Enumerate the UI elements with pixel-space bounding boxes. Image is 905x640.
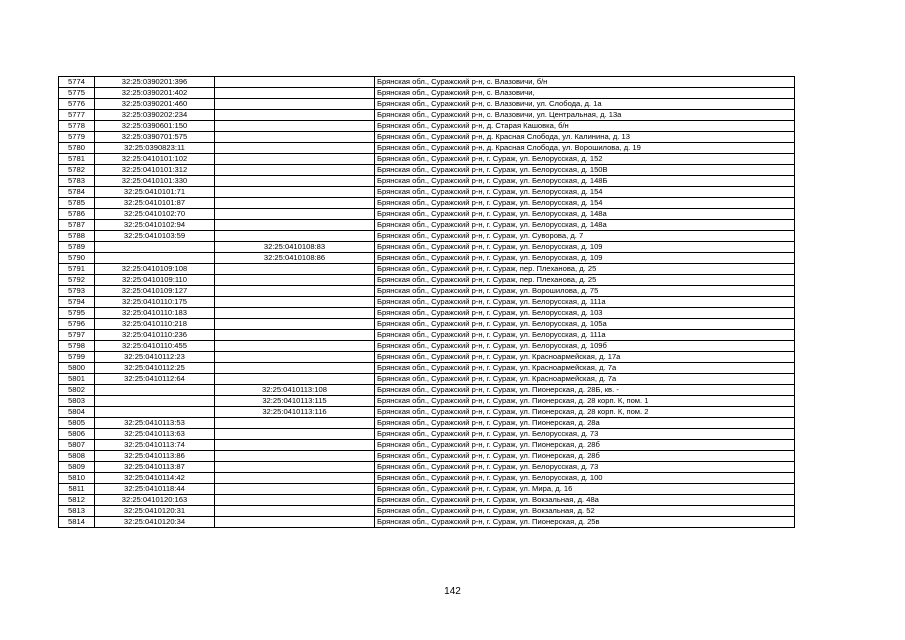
cadastral-number-cell: 32:25:0410101:71 <box>95 187 215 198</box>
address-cell: Брянская обл., Суражский р-н, г. Сураж, ул. Белорусская, д. 73 <box>375 462 795 473</box>
secondary-cadastral-number-cell <box>215 99 375 110</box>
row-number-cell: 5814 <box>59 517 95 528</box>
cadastral-number-cell: 32:25:0410114:42 <box>95 473 215 484</box>
table-row <box>59 132 795 143</box>
cadastral-number-cell <box>95 407 215 418</box>
table-row <box>59 462 795 473</box>
secondary-cadastral-number-cell <box>215 462 375 473</box>
table-row <box>59 451 795 462</box>
cadastral-number-cell: 32:25:0410109:110 <box>95 275 215 286</box>
secondary-cadastral-number-cell <box>215 495 375 506</box>
address-cell: Брянская обл., Суражский р-н, с. Влазовичи, б/н <box>375 77 795 88</box>
address-cell: Брянская обл., Суражский р-н, г. Сураж, ул. Белорусская, д. 111а <box>375 297 795 308</box>
secondary-cadastral-number-cell <box>215 297 375 308</box>
row-number-cell: 5807 <box>59 440 95 451</box>
secondary-cadastral-number-cell <box>215 88 375 99</box>
row-number-cell: 5802 <box>59 385 95 396</box>
secondary-cadastral-number-cell <box>215 352 375 363</box>
row-number-cell: 5790 <box>59 253 95 264</box>
secondary-cadastral-number-cell <box>215 330 375 341</box>
row-number-cell: 5794 <box>59 297 95 308</box>
address-cell: Брянская обл., Суражский р-н, г. Сураж, ул. Белорусская, д. 154 <box>375 187 795 198</box>
table-row <box>59 176 795 187</box>
table-row <box>59 506 795 517</box>
cadastral-number-cell: 32:25:0410112:64 <box>95 374 215 385</box>
address-cell: Брянская обл., Суражский р-н, г. Сураж, ул. Красноармейская, д. 17а <box>375 352 795 363</box>
address-cell: Брянская обл., Суражский р-н, г. Сураж, ул. Пионерская, д. 28 корп. К, пом. 2 <box>375 407 795 418</box>
row-number-cell: 5789 <box>59 242 95 253</box>
row-number-cell: 5812 <box>59 495 95 506</box>
cadastral-number-cell: 32:25:0390201:396 <box>95 77 215 88</box>
table-row <box>59 495 795 506</box>
table-row <box>59 242 795 253</box>
table-row <box>59 418 795 429</box>
cadastral-number-cell: 32:25:0410120:34 <box>95 517 215 528</box>
cadastral-number-cell: 32:25:0390701:575 <box>95 132 215 143</box>
table-row <box>59 88 795 99</box>
row-number-cell: 5804 <box>59 407 95 418</box>
table-row <box>59 341 795 352</box>
address-cell: Брянская обл., Суражский р-н, г. Сураж, пер. Плеханова, д. 25 <box>375 275 795 286</box>
cadastral-number-cell <box>95 242 215 253</box>
row-number-cell: 5811 <box>59 484 95 495</box>
secondary-cadastral-number-cell <box>215 198 375 209</box>
table-row <box>59 517 795 528</box>
address-cell: Брянская обл., Суражский р-н, г. Сураж, ул. Пионерская, д. 25в <box>375 517 795 528</box>
address-cell: Брянская обл., Суражский р-н, с. Влазовичи, <box>375 88 795 99</box>
address-cell: Брянская обл., Суражский р-н, д. Красная Слобода, ул. Ворошилова, д. 19 <box>375 143 795 154</box>
table-row <box>59 220 795 231</box>
address-cell: Брянская обл., Суражский р-н, д. Старая Кашовка, б/н <box>375 121 795 132</box>
row-number-cell: 5791 <box>59 264 95 275</box>
table-row <box>59 484 795 495</box>
secondary-cadastral-number-cell <box>215 374 375 385</box>
secondary-cadastral-number-cell <box>215 506 375 517</box>
cadastral-number-cell: 32:25:0390201:402 <box>95 88 215 99</box>
address-cell: Брянская обл., Суражский р-н, г. Сураж, ул. Красноармейская, д. 7а <box>375 363 795 374</box>
secondary-cadastral-number-cell: 32:25:0410113:108 <box>215 385 375 396</box>
cadastral-number-cell: 32:25:0390202:234 <box>95 110 215 121</box>
cadastral-number-cell: 32:25:0410101:102 <box>95 154 215 165</box>
row-number-cell: 5801 <box>59 374 95 385</box>
row-number-cell: 5781 <box>59 154 95 165</box>
secondary-cadastral-number-cell <box>215 451 375 462</box>
secondary-cadastral-number-cell <box>215 440 375 451</box>
secondary-cadastral-number-cell <box>215 121 375 132</box>
table-row <box>59 396 795 407</box>
cadastral-number-cell: 32:25:0410110:455 <box>95 341 215 352</box>
cadastral-number-cell <box>95 396 215 407</box>
table-row <box>59 330 795 341</box>
secondary-cadastral-number-cell <box>215 165 375 176</box>
secondary-cadastral-number-cell: 32:25:0410113:116 <box>215 407 375 418</box>
secondary-cadastral-number-cell <box>215 418 375 429</box>
row-number-cell: 5808 <box>59 451 95 462</box>
table-row <box>59 99 795 110</box>
table-row <box>59 297 795 308</box>
cadastral-number-cell: 32:25:0410113:53 <box>95 418 215 429</box>
secondary-cadastral-number-cell: 32:25:0410108:86 <box>215 253 375 264</box>
cadastral-number-cell: 32:25:0410102:94 <box>95 220 215 231</box>
table-row <box>59 319 795 330</box>
secondary-cadastral-number-cell <box>215 132 375 143</box>
address-cell: Брянская обл., Суражский р-н, г. Сураж, ул. Белорусская, д. 103 <box>375 308 795 319</box>
cadastral-number-cell <box>95 385 215 396</box>
table-row <box>59 121 795 132</box>
page-number: 142 <box>444 586 461 597</box>
address-cell: Брянская обл., Суражский р-н, г. Сураж, ул. Красноармейская, д. 7а <box>375 374 795 385</box>
row-number-cell: 5795 <box>59 308 95 319</box>
address-cell: Брянская обл., Суражский р-н, г. Сураж, ул. Белорусская, д. 148а <box>375 220 795 231</box>
secondary-cadastral-number-cell <box>215 308 375 319</box>
address-cell: Брянская обл., Суражский р-н, г. Сураж, ул. Пионерская, д. 28б <box>375 440 795 451</box>
secondary-cadastral-number-cell: 32:25:0410108:83 <box>215 242 375 253</box>
table-row <box>59 275 795 286</box>
table-row <box>59 143 795 154</box>
address-cell: Брянская обл., Суражский р-н, г. Сураж, ул. Суворова, д. 7 <box>375 231 795 242</box>
table-row <box>59 352 795 363</box>
row-number-cell: 5798 <box>59 341 95 352</box>
table-row <box>59 374 795 385</box>
secondary-cadastral-number-cell <box>215 363 375 374</box>
row-number-cell: 5783 <box>59 176 95 187</box>
address-cell: Брянская обл., Суражский р-н, г. Сураж, ул. Белорусская, д. 100 <box>375 473 795 484</box>
address-cell: Брянская обл., Суражский р-н, г. Сураж, ул. Пионерская, д. 28 корп. К, пом. 1 <box>375 396 795 407</box>
row-number-cell: 5775 <box>59 88 95 99</box>
row-number-cell: 5786 <box>59 209 95 220</box>
address-cell: Брянская обл., Суражский р-н, г. Сураж, ул. Белорусская, д. 148а <box>375 209 795 220</box>
address-cell: Брянская обл., Суражский р-н, г. Сураж, ул. Белорусская, д. 105а <box>375 319 795 330</box>
row-number-cell: 5797 <box>59 330 95 341</box>
table-row <box>59 165 795 176</box>
secondary-cadastral-number-cell <box>215 209 375 220</box>
secondary-cadastral-number-cell <box>215 319 375 330</box>
secondary-cadastral-number-cell <box>215 517 375 528</box>
table-row <box>59 385 795 396</box>
row-number-cell: 5784 <box>59 187 95 198</box>
secondary-cadastral-number-cell <box>215 341 375 352</box>
cadastral-number-cell: 32:25:0410109:108 <box>95 264 215 275</box>
secondary-cadastral-number-cell <box>215 220 375 231</box>
address-cell: Брянская обл., Суражский р-н, д. Красная Слобода, ул. Калинина, д. 13 <box>375 132 795 143</box>
table-row <box>59 308 795 319</box>
cadastral-number-cell: 32:25:0410101:87 <box>95 198 215 209</box>
cadastral-number-cell: 32:25:0410110:175 <box>95 297 215 308</box>
address-cell: Брянская обл., Суражский р-н, г. Сураж, ул. Белорусская, д. 109 <box>375 242 795 253</box>
address-cell: Брянская обл., Суражский р-н, г. Сураж, ул. Белорусская, д. 109 <box>375 253 795 264</box>
cadastral-number-cell: 32:25:0390201:460 <box>95 99 215 110</box>
address-cell: Брянская обл., Суражский р-н, г. Сураж, ул. Белорусская, д. 154 <box>375 198 795 209</box>
secondary-cadastral-number-cell: 32:25:0410113:115 <box>215 396 375 407</box>
secondary-cadastral-number-cell <box>215 110 375 121</box>
row-number-cell: 5788 <box>59 231 95 242</box>
secondary-cadastral-number-cell <box>215 77 375 88</box>
table-row <box>59 286 795 297</box>
row-number-cell: 5799 <box>59 352 95 363</box>
row-number-cell: 5774 <box>59 77 95 88</box>
address-cell: Брянская обл., Суражский р-н, г. Сураж, ул. Белорусская, д. 150В <box>375 165 795 176</box>
address-cell: Брянская обл., Суражский р-н, г. Сураж, ул. Белорусская, д. 152 <box>375 154 795 165</box>
row-number-cell: 5805 <box>59 418 95 429</box>
table-row <box>59 154 795 165</box>
table-row <box>59 187 795 198</box>
row-number-cell: 5806 <box>59 429 95 440</box>
table-row <box>59 407 795 418</box>
secondary-cadastral-number-cell <box>215 275 375 286</box>
cadastral-number-cell: 32:25:0410113:87 <box>95 462 215 473</box>
cadastral-number-cell: 32:25:0410118:44 <box>95 484 215 495</box>
row-number-cell: 5778 <box>59 121 95 132</box>
cadastral-number-cell: 32:25:0410120:163 <box>95 495 215 506</box>
row-number-cell: 5776 <box>59 99 95 110</box>
table-row <box>59 198 795 209</box>
secondary-cadastral-number-cell <box>215 176 375 187</box>
secondary-cadastral-number-cell <box>215 286 375 297</box>
registry-table-body <box>59 77 795 528</box>
table-row <box>59 440 795 451</box>
table-row <box>59 253 795 264</box>
row-number-cell: 5803 <box>59 396 95 407</box>
row-number-cell: 5800 <box>59 363 95 374</box>
cadastral-number-cell: 32:25:0390823:11 <box>95 143 215 154</box>
row-number-cell: 5813 <box>59 506 95 517</box>
cadastral-number-cell: 32:25:0410102:70 <box>95 209 215 220</box>
cadastral-number-cell: 32:25:0410101:330 <box>95 176 215 187</box>
row-number-cell: 5782 <box>59 165 95 176</box>
cadastral-number-cell: 32:25:0410112:25 <box>95 363 215 374</box>
address-cell: Брянская обл., Суражский р-н, с. Влазовичи, ул. Центральная, д. 13а <box>375 110 795 121</box>
secondary-cadastral-number-cell <box>215 187 375 198</box>
address-cell: Брянская обл., Суражский р-н, г. Сураж, пер. Плеханова, д. 25 <box>375 264 795 275</box>
address-cell: Брянская обл., Суражский р-н, г. Сураж, ул. Пионерская, д. 28Б, кв. - <box>375 385 795 396</box>
address-cell: Брянская обл., Суражский р-н, г. Сураж, ул. Ворошилова, д. 75 <box>375 286 795 297</box>
row-number-cell: 5810 <box>59 473 95 484</box>
row-number-cell: 5777 <box>59 110 95 121</box>
table-row <box>59 473 795 484</box>
cadastral-number-cell <box>95 253 215 264</box>
cadastral-number-cell: 32:25:0410113:86 <box>95 451 215 462</box>
secondary-cadastral-number-cell <box>215 154 375 165</box>
secondary-cadastral-number-cell <box>215 473 375 484</box>
address-cell: Брянская обл., Суражский р-н, г. Сураж, ул. Белорусская, д. 148Б <box>375 176 795 187</box>
cadastral-number-cell: 32:25:0410103:59 <box>95 231 215 242</box>
secondary-cadastral-number-cell <box>215 429 375 440</box>
table-row <box>59 429 795 440</box>
address-cell: Брянская обл., Суражский р-н, г. Сураж, ул. Белорусская, д. 73 <box>375 429 795 440</box>
cadastral-number-cell: 32:25:0390601:150 <box>95 121 215 132</box>
table-row <box>59 110 795 121</box>
row-number-cell: 5785 <box>59 198 95 209</box>
row-number-cell: 5780 <box>59 143 95 154</box>
secondary-cadastral-number-cell <box>215 484 375 495</box>
row-number-cell: 5793 <box>59 286 95 297</box>
address-cell: Брянская обл., Суражский р-н, г. Сураж, ул. Белорусская, д. 111а <box>375 330 795 341</box>
table-row <box>59 77 795 88</box>
row-number-cell: 5779 <box>59 132 95 143</box>
row-number-cell: 5787 <box>59 220 95 231</box>
cadastral-number-cell: 32:25:0410113:74 <box>95 440 215 451</box>
table-row <box>59 209 795 220</box>
address-cell: Брянская обл., Суражский р-н, г. Сураж, ул. Пионерская, д. 28а <box>375 418 795 429</box>
secondary-cadastral-number-cell <box>215 264 375 275</box>
cadastral-number-cell: 32:25:0410101:312 <box>95 165 215 176</box>
cadastral-number-cell: 32:25:0410110:183 <box>95 308 215 319</box>
cadastral-number-cell: 32:25:0410113:63 <box>95 429 215 440</box>
cadastral-number-cell: 32:25:0410120:31 <box>95 506 215 517</box>
secondary-cadastral-number-cell <box>215 231 375 242</box>
secondary-cadastral-number-cell <box>215 143 375 154</box>
row-number-cell: 5809 <box>59 462 95 473</box>
table-row <box>59 363 795 374</box>
cadastral-number-cell: 32:25:0410109:127 <box>95 286 215 297</box>
cadastral-number-cell: 32:25:0410112:23 <box>95 352 215 363</box>
cadastral-number-cell: 32:25:0410110:218 <box>95 319 215 330</box>
address-cell: Брянская обл., Суражский р-н, г. Сураж, ул. Белорусская, д. 109б <box>375 341 795 352</box>
cadastral-number-cell: 32:25:0410110:236 <box>95 330 215 341</box>
row-number-cell: 5792 <box>59 275 95 286</box>
property-registry-table <box>58 76 795 528</box>
address-cell: Брянская обл., Суражский р-н, с. Влазовичи, ул. Слобода, д. 1а <box>375 99 795 110</box>
table-row <box>59 264 795 275</box>
address-cell: Брянская обл., Суражский р-н, г. Сураж, ул. Вокзальная, д. 52 <box>375 506 795 517</box>
address-cell: Брянская обл., Суражский р-н, г. Сураж, ул. Вокзальная, д. 48а <box>375 495 795 506</box>
address-cell: Брянская обл., Суражский р-н, г. Сураж, ул. Мира, д. 16 <box>375 484 795 495</box>
row-number-cell: 5796 <box>59 319 95 330</box>
table-row <box>59 231 795 242</box>
address-cell: Брянская обл., Суражский р-н, г. Сураж, ул. Пионерская, д. 28б <box>375 451 795 462</box>
